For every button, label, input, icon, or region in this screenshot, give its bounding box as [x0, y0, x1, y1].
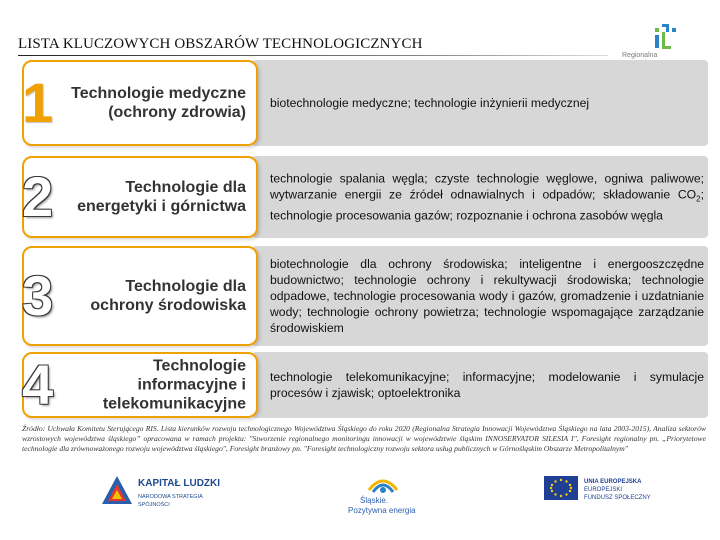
slaskie-logo — [348, 470, 418, 520]
area-row-4 — [22, 352, 708, 418]
unia-europejska-logo — [540, 470, 670, 510]
area-label-line: Technologie medyczne — [71, 85, 246, 102]
kapital-ludzki-logo — [100, 470, 230, 510]
area-label-line: energetyki i górnictwa — [77, 198, 246, 215]
kapital-ludzki-title: KAPITAŁ LUDZKI — [138, 478, 221, 489]
area-number: 3 — [22, 264, 54, 327]
area-row-3 — [22, 246, 708, 346]
area-label — [77, 178, 246, 216]
area-card — [22, 60, 258, 146]
slaskie-slogan: Pozytywna energia — [348, 506, 416, 515]
logo-text-line1: Regionalna — [622, 52, 658, 59]
area-label-line: (ochrony zdrowia) — [108, 104, 246, 121]
area-card — [22, 156, 258, 238]
area-label-line: Technologie — [152, 357, 246, 375]
area-description: biotechnologie dla ochrony środowiska; inteligentne i energooszczędne budownictwo; technologie ochrony i rekultywacji środowiska; technologie odpadowe, technologie procesowania wody i gazów, gromadzenie i uzdatnianie wody; technologie ochrony powietrza; technologie wspomagające zarządzanie środowiskiem — [270, 257, 704, 335]
area-number: 4 — [22, 353, 54, 416]
eu-line2: EUROPEJSKI — [584, 487, 623, 493]
area-description-subscript: 2 — [696, 194, 701, 204]
area-number: 2 — [22, 165, 54, 228]
slaskie-emblem-icon — [363, 470, 403, 496]
area-card — [22, 352, 258, 418]
area-label — [90, 277, 246, 315]
area-row-2 — [22, 156, 708, 238]
area-description-text: technologie spalania węgla; czyste technologie węglowe, ogniwa paliwowe; wytwarzanie energii ze źródeł odnawialnych i odpadów; składowanie CO — [270, 171, 704, 202]
kapital-ludzki-subtitle: NARODOWA STRATEGIA SPÓJNOŚCI — [138, 494, 203, 508]
area-label — [103, 357, 246, 414]
area-card — [22, 246, 258, 346]
area-description — [270, 170, 704, 223]
eu-line1: UNIA EUROPEJSKA — [584, 479, 642, 485]
area-description-text: ; technologie procesowania gazów; rozpoznanie i ochrona zasobów węgla — [270, 187, 704, 223]
area-label-line: Technologie dla — [125, 278, 246, 295]
title-divider — [18, 55, 608, 56]
area-label — [71, 84, 246, 122]
eu-flag-icon — [544, 476, 578, 500]
area-description: biotechnologie medyczne; technologie inżynierii medycznej — [270, 96, 590, 110]
area-label-line: informacyjne i — [137, 376, 246, 394]
kapital-ludzki-emblem-icon — [100, 474, 134, 508]
area-row-1 — [22, 60, 708, 146]
page-title: LISTA KLUCZOWYCH OBSZARÓW TECHNOLOGICZNYCH — [18, 36, 423, 52]
area-label-line: telekomunikacyjne — [102, 395, 246, 413]
eu-line3: FUNDUSZ SPOŁECZNY — [584, 495, 651, 501]
area-label-line: ochrony środowiska — [90, 297, 246, 314]
area-label-line: Technologie dla — [125, 179, 246, 196]
slaskie-name: Śląskie. — [360, 496, 389, 505]
area-number: 1 — [22, 71, 54, 134]
source-note: Źródło: Uchwała Komitetu Sterującego RIS. Lista kierunków rozwoju technologicznego Województwa Śląskiego do roku 2020 (Regionalna Strategia Innowacji Województwa Śląskiego na lata 2003-2015), Analiza sektorów wzrostowych województwa śląskiego” opracowana w ramach projektu: "Stworzenie regionalnego monitoringu innowacji w województwie śląskim INNOSERVATOR SILESIA I", Foresight regionalny pn. „Priorytetowe technologie dla zrównoważonego rozwoju województwa śląskiego", Foresight branżowy pn. "Foresight technologiczny rozwoju sektora usług publicznych w Górnośląskim Obszarze Metropolitalnym" — [22, 424, 706, 453]
area-description: technologie telekomunikacyjne; informacyjne; modelowanie i symulacje procesów i zjawisk; optoelektronika — [270, 370, 704, 400]
